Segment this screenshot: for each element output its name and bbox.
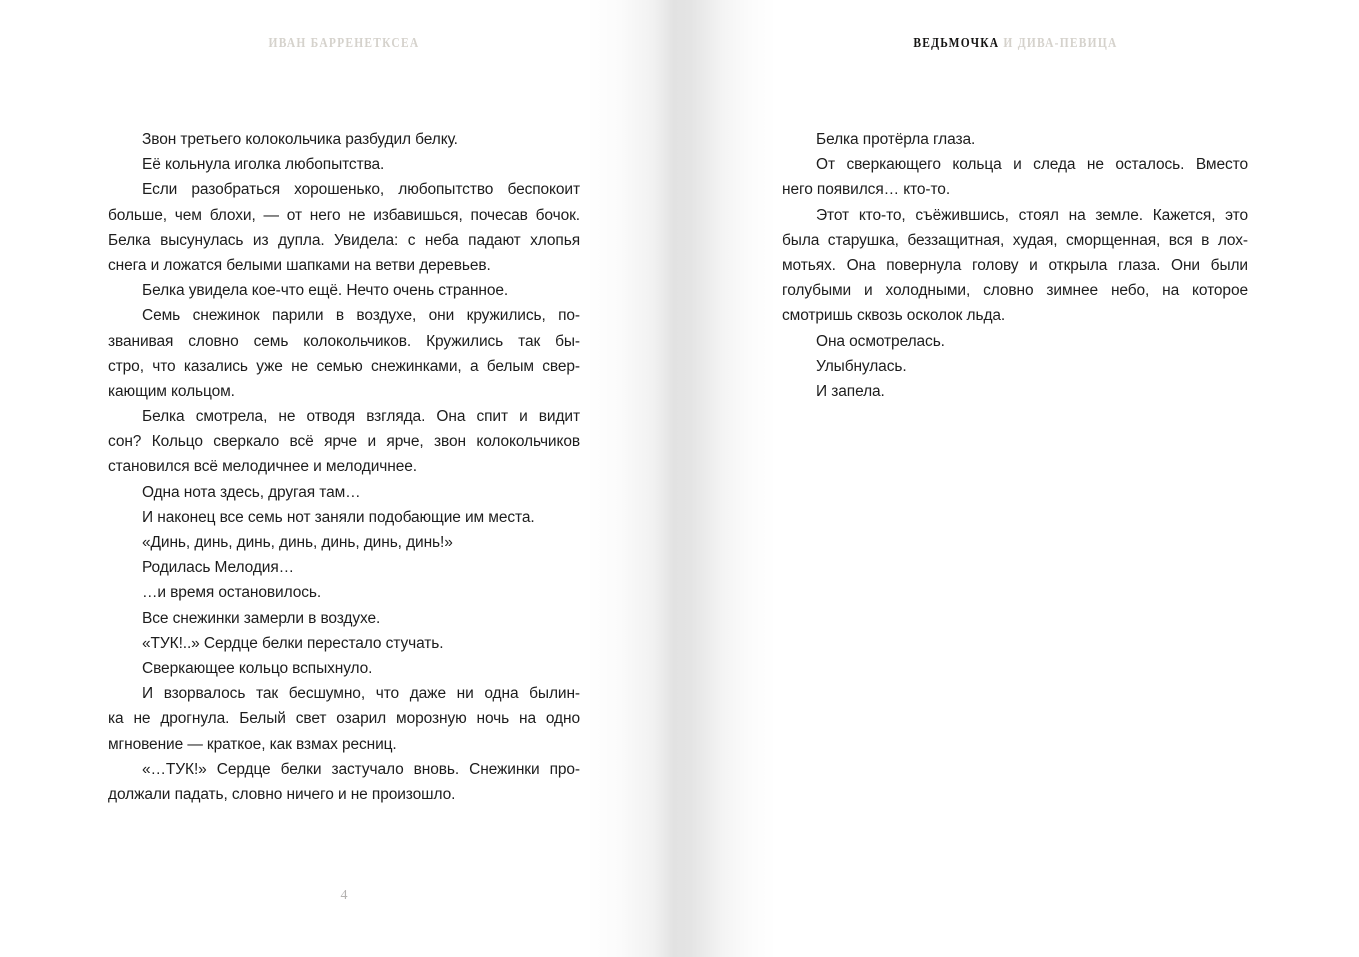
text-line: Белка увидела кое-что ещё. Нечто очень странное. bbox=[142, 282, 509, 300]
text-line: Этот кто-то, съёжившись, стоял на земле. Кажется, это bbox=[816, 206, 1248, 224]
text-line: Она осмотрелась. bbox=[816, 332, 945, 350]
text-line: «Динь, динь, динь, динь, динь, динь, динь!» bbox=[142, 534, 453, 551]
text-line: мгновение — краткое, как взмах ресниц. bbox=[108, 735, 397, 753]
text-line: Семь снежинок парили в воздухе, они кружились, по- bbox=[142, 307, 580, 325]
text-line: должали падать, словно ничего и не произошло. bbox=[108, 785, 456, 803]
text-line: «ТУК!..» Сердце белки перестало стучать. bbox=[142, 634, 444, 652]
text-line: снега и ложатся белыми шапками на ветви деревьев. bbox=[108, 256, 491, 274]
text-line: …и время остановилось. bbox=[142, 584, 322, 602]
text-line: стро, что казались уже не семью снежинками, а белым свер- bbox=[108, 357, 580, 375]
text-line: была старушка, беззащитная, худая, сморщенная, вся в лох- bbox=[782, 231, 1248, 249]
text-line: кающим кольцом. bbox=[108, 382, 235, 400]
text-line: Если разобраться хорошенько, любопытство беспокоит bbox=[142, 181, 580, 199]
text-line: Улыбнулась. bbox=[816, 357, 907, 375]
text-line: Одна нота здесь, другая там… bbox=[142, 483, 361, 501]
text-line: становился всё мелодичнее и мелодичнее. bbox=[108, 458, 417, 476]
text-line: званивая словно семь колокольчиков. Кружились так бы- bbox=[108, 332, 580, 350]
left-page-text-column bbox=[108, 127, 580, 807]
text-line: Родилась Мелодия… bbox=[142, 559, 295, 577]
text-line: Белка высунулась из дупла. Увидела: с неба падают хлопья bbox=[108, 231, 580, 249]
text-line: ка не дрогнула. Белый свет озарил морозную ночь на одно bbox=[108, 710, 580, 728]
text-line: И запела. bbox=[816, 382, 885, 400]
text-line: Звон третьего колокольчика разбудил белку. bbox=[142, 131, 458, 148]
right-page-text-column bbox=[782, 127, 1248, 404]
text-line: Сверкающее кольцо вспыхнуло. bbox=[142, 659, 373, 677]
text-line: Белка протёрла глаза. bbox=[816, 131, 976, 148]
running-head-author-text: ИВАН БАРРЕНЕТКСЕА bbox=[268, 36, 420, 51]
running-head-author bbox=[108, 36, 580, 52]
text-line: сон? Кольцо сверкало всё ярче и ярче, звон колокольчиков bbox=[108, 433, 580, 451]
text-line: него появился… кто-то. bbox=[782, 181, 951, 199]
gutter-shadow bbox=[585, 0, 777, 957]
running-head-title bbox=[782, 36, 1248, 52]
text-line: Её кольнула иголка любопытства. bbox=[142, 156, 385, 174]
text-line: Все снежинки замерли в воздухе. bbox=[142, 609, 381, 627]
text-line: И взорвалось так бесшумно, что даже ни одна былин- bbox=[142, 685, 580, 703]
text-line: голубыми и холодными, словно зимнее небо, на которое bbox=[782, 282, 1248, 300]
text-line: больше, чем блохи, — от него не избавишься, почесав бочок. bbox=[108, 206, 580, 224]
text-line: «…ТУК!» Сердце белки застучало вновь. Снежинки про- bbox=[142, 760, 580, 778]
running-head-title-text bbox=[913, 36, 1117, 52]
text-line: смотришь сквозь осколок льда. bbox=[782, 307, 1006, 325]
text-line: Белка смотрела, не отводя взгляда. Она спит и видит bbox=[142, 408, 580, 426]
page-number: 4 bbox=[340, 888, 348, 903]
running-head-title-part-black: ВЕДЬМОЧКА bbox=[912, 36, 999, 51]
text-line: мотьях. Она повернула голову и открыла глаза. Они были bbox=[782, 256, 1248, 274]
text-line: И наконец все семь нот заняли подобающие им места. bbox=[142, 508, 535, 526]
running-head-title-part-gray: И ДИВА-ПЕВИЦА bbox=[998, 36, 1118, 51]
text-line: От сверкающего кольца и следа не осталось. Вместо bbox=[816, 156, 1248, 174]
